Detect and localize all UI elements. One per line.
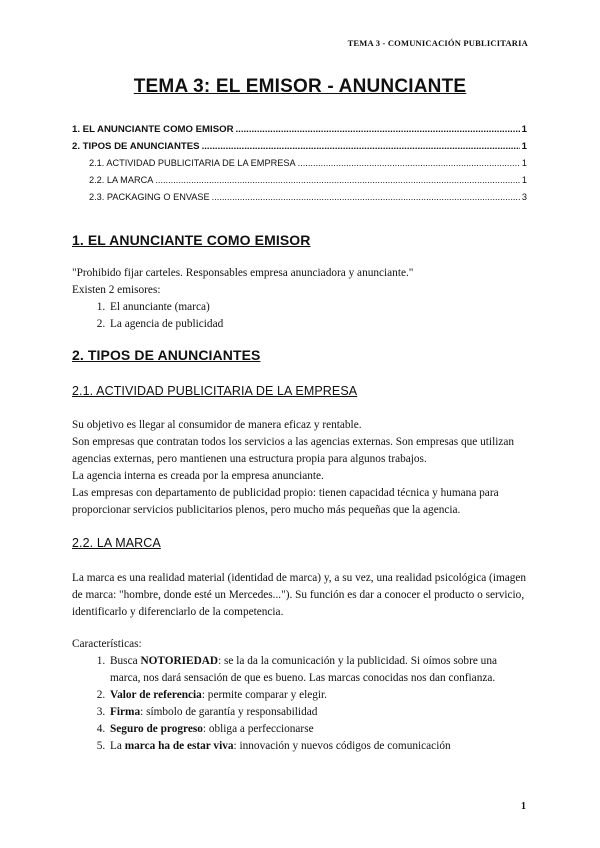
list-item [108, 653, 528, 687]
toc-entry[interactable] [72, 192, 527, 209]
toc-entry[interactable] [72, 141, 527, 158]
table-of-contents [72, 124, 527, 209]
list-item [108, 704, 528, 721]
toc-leader [202, 141, 520, 152]
toc-entry[interactable] [72, 175, 527, 192]
item-text: : se la da la comunicación y la publicidad. Si oímos sobre una marca, nos dará sensación de que es bueno. Las marcas conocidas nos dan confianza. [110, 655, 497, 684]
toc-entry-page: 1 [521, 158, 527, 168]
item-prefix: La [110, 740, 125, 752]
item-keyword: Seguro de progreso [110, 723, 203, 735]
running-header: TEMA 3 - COMUNICACIÓN PUBLICITARIA [347, 38, 528, 48]
characteristics-list [72, 653, 528, 755]
item-text: : innovación y nuevos códigos de comunicación [233, 740, 451, 752]
list-item [108, 721, 528, 738]
item-prefix: Busca [110, 655, 141, 667]
toc-entry-page: 1 [521, 124, 527, 135]
list-item: 1. El anunciante (marca) [108, 299, 528, 316]
document-title: TEMA 3: EL EMISOR - ANUNCIANTE [133, 76, 467, 97]
toc-entry-label: 2.1. ACTIVIDAD PUBLICITARIA DE LA EMPRESA [89, 158, 296, 168]
list-item [108, 687, 528, 704]
toc-entry-page: 1 [521, 175, 527, 185]
list-item [108, 738, 528, 755]
subsection-heading: 2.1. ACTIVIDAD PUBLICITARIA DE LA EMPRESA [72, 384, 358, 398]
paragraph-line: La agencia interna es creada por la empresa anunciante. [72, 470, 324, 482]
paragraph-text: La marca es una realidad material (identidad de marca) y, a su vez, una realidad psicológica (imagen de marca: "hombre, donde esté un Mercedes..."). Su función es dar a conocer el producto o servicio, identificarlo y diferenciarlo de la competencia. [72, 572, 527, 618]
page-number: 1 [521, 801, 526, 812]
toc-leader [155, 175, 520, 185]
item-keyword: NOTORIEDAD [140, 655, 219, 667]
item-text: : símbolo de garantía y responsabilidad [140, 706, 318, 718]
toc-entry-label: 2.3. PACKAGING O ENVASE [89, 192, 210, 202]
toc-leader [212, 192, 520, 202]
toc-entry[interactable] [72, 158, 527, 175]
toc-entry-label: 2. TIPOS DE ANUNCIANTES [72, 141, 200, 152]
section-heading: 1. EL ANUNCIANTE COMO EMISOR [72, 232, 311, 248]
item-keyword: Firma [110, 706, 141, 718]
toc-leader [298, 158, 520, 168]
section-heading: 2. TIPOS DE ANUNCIANTES [72, 347, 261, 363]
characteristics-label: Características: [72, 638, 142, 650]
subsection2-body [72, 570, 528, 755]
paragraph-line: Son empresas que contratan todos los servicios a las agencias externas. Son empresas que utilizan agencias externas, pero mantienen una estructura propia para algunos trabajos. [72, 436, 515, 465]
toc-leader [236, 124, 520, 135]
item-text: : permite comparar y elegir. [201, 689, 327, 701]
item-text: : obliga a perfeccionarse [202, 723, 314, 735]
intro-text: Existen 2 emisores: [72, 284, 161, 296]
toc-entry-label: 2.2. LA MARCA [89, 175, 154, 185]
item-keyword: marca ha de estar viva [124, 740, 234, 752]
paragraph-line: Las empresas con departamento de publicidad propio: tienen capacidad técnica y humana para proporcionar servicios publicitarios plenos, pero mucho más pequeñas que la agencia. [72, 487, 499, 516]
paragraph-line: Su objetivo es llegar al consumidor de manera eficaz y rentable. [72, 419, 362, 431]
subsection1-body [72, 417, 528, 519]
toc-entry[interactable] [72, 124, 527, 141]
quote-text: "Prohibido fijar carteles. Responsables empresa anunciadora y anunciante." [72, 267, 414, 279]
toc-entry-page: 1 [521, 141, 527, 152]
emitters-list [72, 299, 528, 333]
section1-body [72, 265, 528, 333]
list-item: 2. La agencia de publicidad [108, 316, 528, 333]
subsection-heading: 2.2. LA MARCA [72, 536, 161, 550]
toc-entry-page: 3 [521, 192, 527, 202]
toc-entry-label: 1. EL ANUNCIANTE COMO EMISOR [72, 124, 234, 135]
item-keyword: Valor de referencia [110, 689, 202, 701]
